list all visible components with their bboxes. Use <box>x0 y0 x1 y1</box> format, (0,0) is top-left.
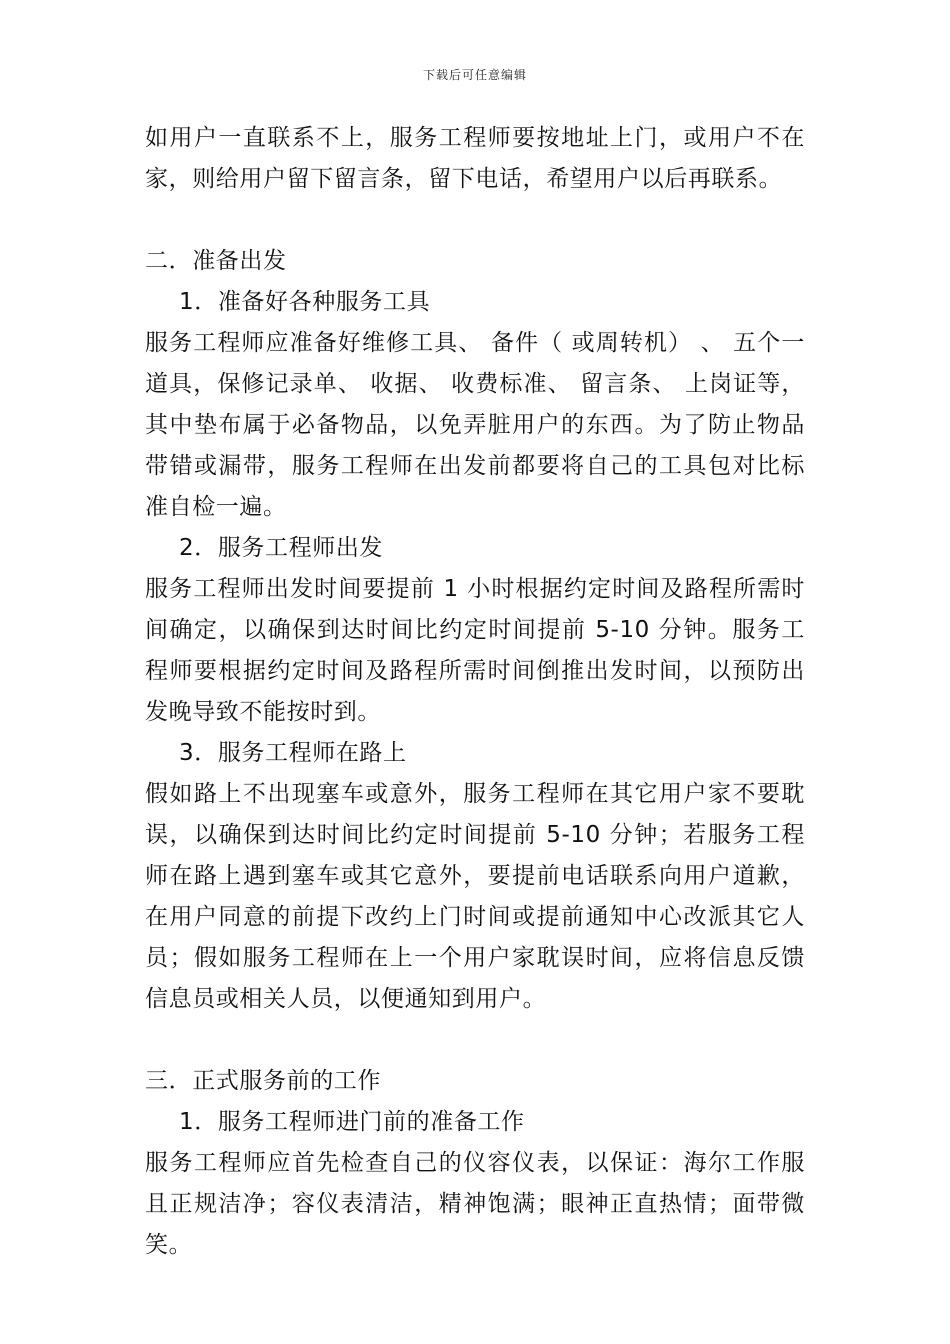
section-2-item-1-title: 1．准备好各种服务工具 <box>179 289 431 315</box>
page-header: 下载后可任意编辑 <box>422 68 527 82</box>
section-gap <box>145 200 805 241</box>
section-3-heading: 三．正式服务前的工作 <box>145 1068 381 1094</box>
section-2-item-3-body: 假如路上不出现塞车或意外，服务工程师在其它用户家不要耽误，以确保到达时间比约定时间提前 5-10 分钟；若服务工程师在路上遇到塞车或其它意外，要提前电话联系向用户道歉，在用户同意的前提下改约上门时间或提前通知中心改派其它人员；假如服务工程师在上一个用户家耽误时间，应将信息反馈信息员或相关人员，以便通知到用户。 <box>145 781 805 1012</box>
section-2-item-2-body: 服务工程师出发时间要提前 1 小时根据约定时间及路程所需时间确定，以确保到达时间比约定时间提前 5-10 分钟。服务工程师要根据约定时间及路程所需时间倒推出发时间，以预防出发晚导致不能按时到。 <box>145 576 805 725</box>
section-2-heading: 二．准备出发 <box>145 248 287 274</box>
section-3-item-1-body: 服务工程师应首先检查自己的仪容仪表，以保证：海尔工作服且正规洁净；容仪表清洁，精神饱满；眼神正直热情；面带微笑。 <box>145 1150 805 1258</box>
intro-paragraph: 如用户一直联系不上，服务工程师要按地址上门，或用户不在家，则给用户留下留言条，留下电话，希望用户以后再联系。 <box>145 125 805 192</box>
section-2-item-1-body: 服务工程师应准备好维修工具、 备件（ 或周转机） 、 五个一道具，保修记录单、 收据、 收费标准、 留言条、 上岗证等，其中垫布属于必备物品，以免弄脏用户的东西。为了防止物品带错或漏带，服务工程师在出发前都要将自己的工具包对比标准自检一遍。 <box>145 330 805 520</box>
section-2-item-3-title: 3．服务工程师在路上 <box>179 740 407 766</box>
section-2-item-2-title: 2．服务工程师出发 <box>179 535 384 561</box>
document-body <box>145 118 805 1266</box>
section-gap <box>145 1020 805 1061</box>
section-3-item-1-title: 1．服务工程师进门前的准备工作 <box>179 1109 525 1135</box>
